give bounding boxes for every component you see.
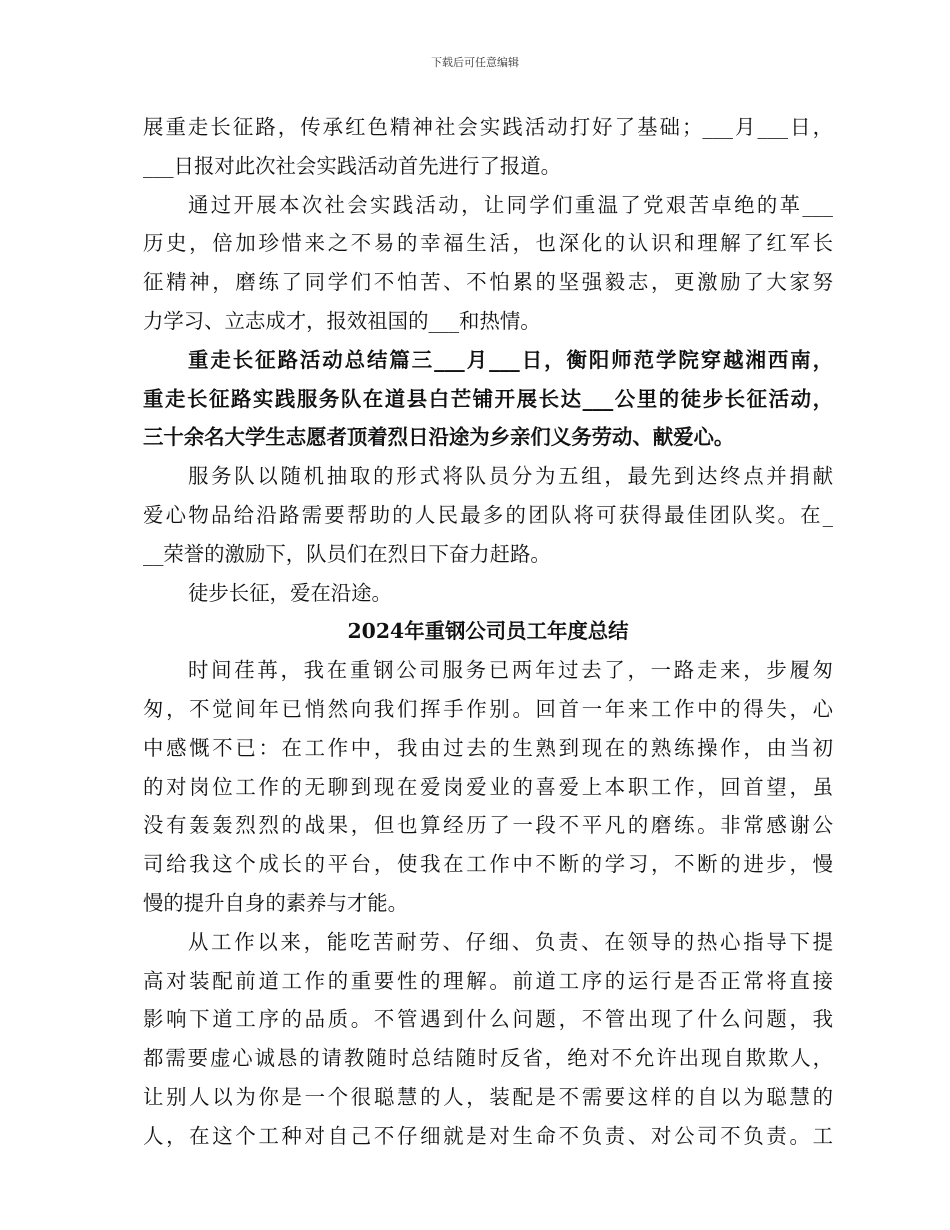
text-line: 重走长征路实践服务队在道县白芒铺开展长达___公里的徒步长征活动， — [143, 386, 833, 411]
text-line: 中感慨不已：在工作中，我由过去的生熟到现在的熟练操作，由当初 — [143, 735, 833, 760]
text-line: 服务队以随机抽取的形式将队员分为五组，最先到达终点并捐献 — [188, 464, 833, 489]
text-line: 时间荏苒，我在重钢公司服务已两年过去了，一路走来，步履匆 — [188, 658, 833, 683]
text-line: 人，在这个工种对自己不仔细就是对生命不负责、对公司不负责。工 — [143, 1123, 833, 1148]
text-line: 重走长征路活动总结篇三___月___日，衡阳师范学院穿越湘西南， — [188, 347, 833, 372]
text-line: 征精神，磨练了同学们不怕苦、不怕累的坚强毅志，更激励了大家努 — [143, 270, 833, 295]
text-line: 通过开展本次社会实践活动，让同学们重温了党艰苦卓绝的革___ — [188, 192, 833, 217]
text-line: 徒步长征，爱在沿途。 — [188, 580, 392, 605]
text-line: 力学习、立志成才，报效祖国的___和热情。 — [143, 308, 541, 333]
text-line: 都需要虚心诚恳的请教随时总结随时反省，绝对不允许出现自欺欺人， — [143, 1046, 833, 1071]
text-line: ___日报对此次社会实践活动首先进行了报道。 — [143, 153, 562, 178]
text-line: 没有轰轰烈烈的战果，但也算经历了一段不平凡的磨练。非常感谢公 — [143, 813, 833, 838]
text-line: 爱心物品给沿路需要帮助的人民最多的团队将可获得最佳团队奖。在_ — [143, 502, 833, 527]
text-line: 高对装配前道工作的重要性的理解。前道工序的运行是否正常将直接 — [143, 968, 833, 993]
document-body — [143, 108, 833, 1156]
text-line: 影响下道工序的品质。不管遇到什么问题，不管出现了什么问题，我 — [143, 1007, 833, 1032]
text-line: 让别人以为你是一个很聪慧的人，装配是不需要这样的自以为聪慧的 — [143, 1084, 833, 1109]
page-header: 下载后可任意编辑 — [431, 56, 519, 69]
text-line: 慢的提升自身的素养与才能。 — [143, 890, 409, 915]
text-line: 历史，倍加珍惜来之不易的幸福生活，也深化的认识和理解了红军长 — [143, 231, 833, 256]
section-title: 2024年重钢公司员工年度总结 — [347, 619, 629, 644]
text-line: 匆，不觉间年已悄然向我们挥手作别。回首一年来工作中的得失，心 — [143, 696, 833, 721]
text-line: 展重走长征路，传承红色精神社会实践活动打好了基础；___月___日， — [143, 115, 833, 139]
text-line: 的对岗位工作的无聊到现在爱岗爱业的喜爱上本职工作，回首望，虽 — [143, 774, 833, 799]
text-line: 从工作以来，能吃苦耐劳、仔细、负责、在领导的热心指导下提 — [188, 929, 833, 954]
text-line: 三十余名大学生志愿者顶着烈日沿途为乡亲们义务劳动、献爱心。 — [143, 425, 735, 450]
text-line: __荣誉的激励下，队员们在烈日下奋力赶路。 — [143, 541, 551, 566]
text-line: 司给我这个成长的平台，使我在工作中不断的学习，不断的进步，慢 — [143, 852, 833, 877]
